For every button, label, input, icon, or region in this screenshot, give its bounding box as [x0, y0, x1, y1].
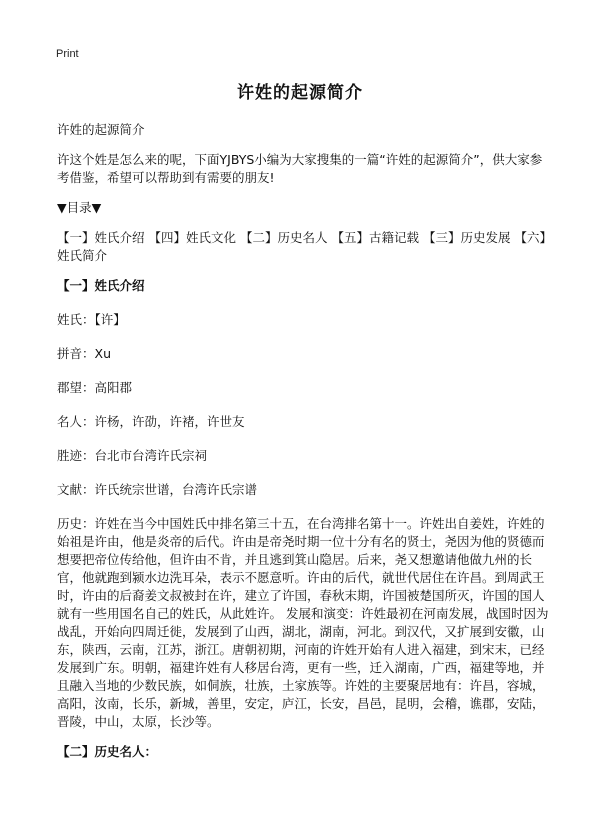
page-title: 许姓的起源简介 — [237, 83, 363, 103]
toc-link-3[interactable]: 【三】历史发展 — [423, 230, 511, 245]
section-heading-2: 【二】历史名人： — [57, 744, 158, 759]
article-body — [57, 121, 549, 761]
toc-title: ▼目录▼ — [57, 200, 102, 215]
intro-paragraph: 许这个姓是怎么来的呢，下面YJBYS小编为大家搜集的一篇“许姓的起源简介”，供大家参考借鉴，希望可以帮助到有需要的朋友! — [57, 152, 543, 185]
field-literature: 文献：许氏统宗世谱，台湾许氏宗谱 — [57, 482, 258, 497]
article-subtitle: 许姓的起源简介 — [57, 122, 145, 137]
toc-link-4[interactable]: 【四】姓氏文化 — [148, 230, 237, 245]
table-of-contents — [57, 229, 549, 265]
toc-link-6[interactable]: 【六】姓氏简介 — [57, 230, 546, 263]
toc-link-2[interactable]: 【二】历史名人 — [240, 230, 328, 245]
field-surname: 姓氏：【许】 — [57, 312, 126, 327]
section-heading-1: 【一】姓氏介绍 — [57, 278, 145, 293]
field-famous-people: 名人：许杨，许劭，许褚，许世友 — [57, 414, 245, 429]
field-commandery: 郡望：高阳郡 — [57, 380, 133, 395]
field-pinyin: 拼音：Xu — [57, 346, 111, 361]
history-paragraph: 历史：许姓在当今中国姓氏中排名第三十五，在台湾排名第十一。许姓出自姜姓，许姓的始祖是许由，他是炎帝的后代。许由是帝尧时期一位十分有名的贤士，尧因为他的贤德而想要把帝位传给他，但许由不肯，并且逃到箕山隐居。后来，尧又想邀请他做九州的长官，他就跑到颍水边洗耳朵，表示不愿意听。许由的后代，就世代居住在许昌。到周武王时，许由的后裔姜文叔被封在许，建立了许国，春秋末期，许国被楚国所灭，许国的国人就有一些用国名自己的姓氏，从此姓许。 发展和演变：许姓最初在河南发展，战国时因为战乱，开始向四周迁徙，发展到了山西，湖北，湖南，河北。到汉代，又扩展到安徽，山东，陕西，云南，江苏，浙江。唐朝初期，河南的许姓开始有人进入福建，到宋末，已经发展到广东。明朝，福建许姓有人移居台湾，更有一些，迁入湖南，广西，福建等地，并且融入当地的少数民族，如侗族，壮族，土家族等。许姓的主要聚居地有：许昌，容城，高阳，汝南，长乐，新城，善里，安定，庐江，长安，昌邑，昆明，会稽，谯郡，安陆，晋陵，中山，太原，长沙等。 — [57, 516, 549, 729]
toc-link-5[interactable]: 【五】古籍记载 — [331, 230, 420, 245]
print-label[interactable]: Print — [56, 48, 79, 60]
toc-link-1[interactable]: 【一】姓氏介绍 — [57, 230, 145, 245]
field-landmark: 胜迹：台北市台湾许氏宗祠 — [57, 448, 208, 463]
